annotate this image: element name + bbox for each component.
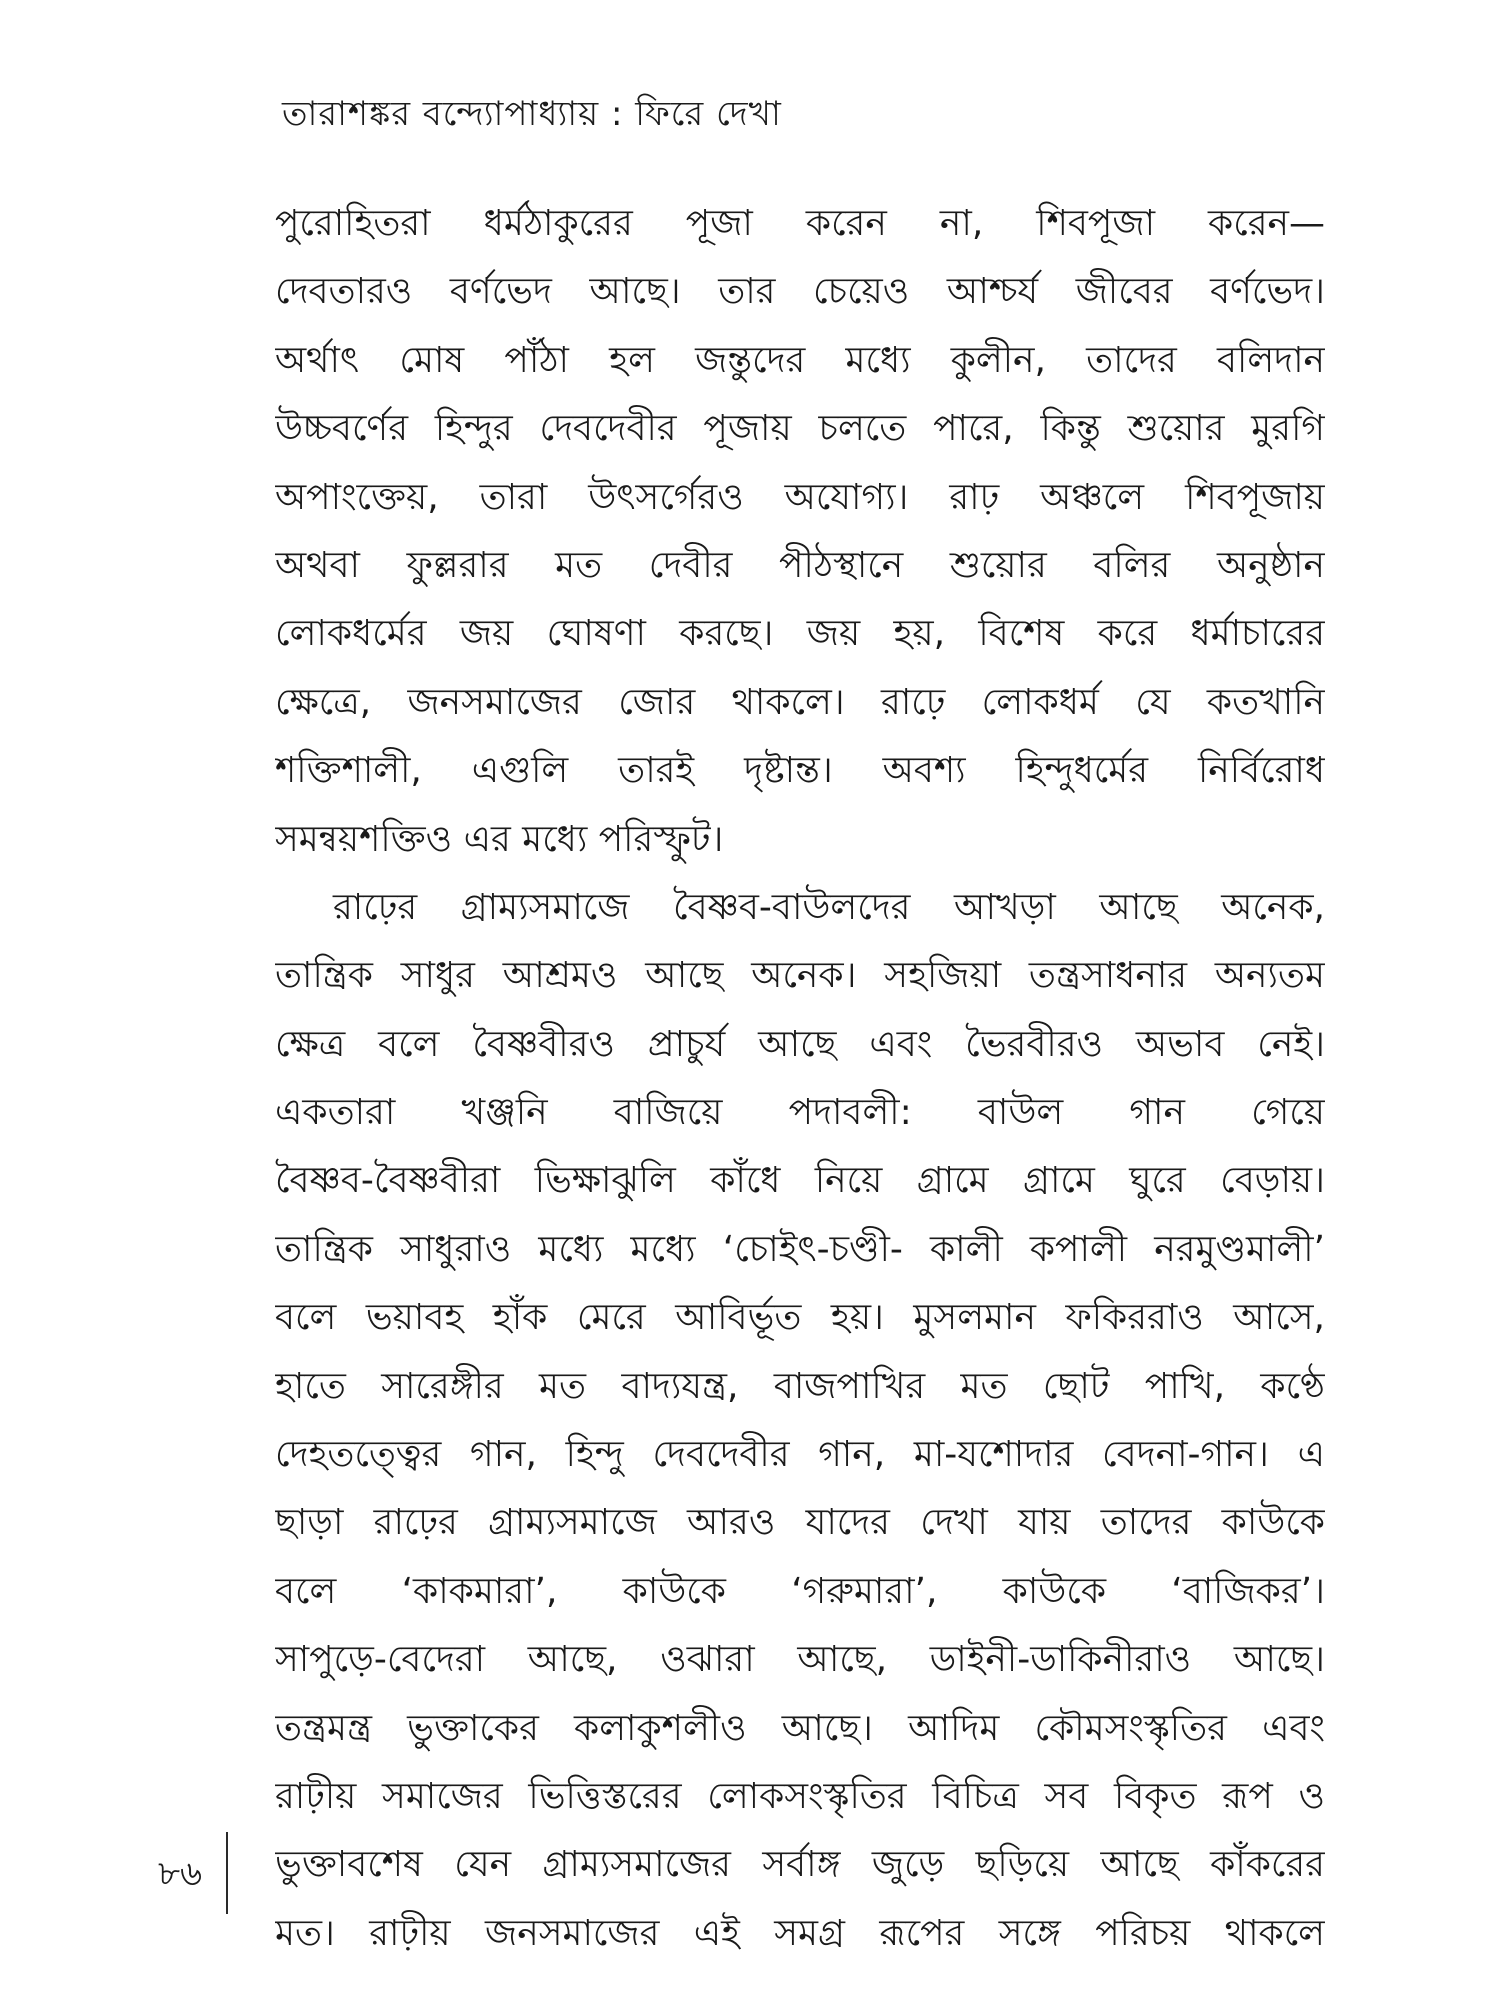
paragraph-end-line: সমন্বয়শক্তিও এর মধ্যে পরিস্ফুট। bbox=[275, 818, 724, 860]
text-line: ছাড়া রাঢ়ের গ্রাম্যসমাজে আরও যাদের দেখা যায় তাদের কাউকে bbox=[275, 1502, 1325, 1544]
text-line: অথবা ফুল্লরার মত দেবীর পীঠস্থানে শুয়োর বলির অনুষ্ঠান bbox=[275, 544, 1325, 586]
page-number-rule bbox=[226, 1832, 228, 1914]
page-number: ৮৬ bbox=[158, 1854, 203, 1894]
text-line: মত। রাঢ়ীয় জনসমাজের এই সমগ্র রূপের সঙ্গে পরিচয় থাকলে bbox=[275, 1912, 1325, 1954]
text-line: উচ্চবর্ণের হিন্দুর দেবদেবীর পূজায় চলতে পারে, কিন্তু শুয়োর মুরগি bbox=[275, 408, 1325, 450]
text-line: সাপুড়ে-বেদেরা আছে, ওঝারা আছে, ডাইনী-ডাকিনীরাও আছে। bbox=[275, 1639, 1325, 1681]
text-line: তান্ত্রিক সাধুর আশ্রমও আছে অনেক। সহজিয়া তন্ত্রসাধনার অন্যতম bbox=[275, 955, 1325, 997]
text-line: বৈষ্ণব-বৈষ্ণবীরা ভিক্ষাঝুলি কাঁধে নিয়ে গ্রামে গ্রামে ঘুরে বেড়ায়। bbox=[275, 1160, 1325, 1202]
text-line: বলে ‘কাকমারা’, কাউকে ‘গরুমারা’, কাউকে ‘বাজিকর’। bbox=[275, 1570, 1325, 1612]
text-line: লোকধর্মের জয় ঘোষণা করছে। জয় হয়, বিশেষ করে ধর্মাচারের bbox=[275, 613, 1325, 655]
text-line: শক্তিশালী, এগুলি তারই দৃষ্টান্ত। অবশ্য হিন্দুধর্মের নির্বিরোধ bbox=[275, 750, 1325, 792]
text-line: ক্ষেত্রে, জনসমাজের জোর থাকলে। রাঢ়ে লোকধর্ম যে কতখানি bbox=[275, 681, 1325, 723]
text-line: পুরোহিতরা ধর্মঠাকুরের পূজা করেন না, শিবপূজা করেন— bbox=[275, 203, 1325, 244]
text-line: হাতে সারেঙ্গীর মত বাদ্যযন্ত্র, বাজপাখির মত ছোট পাখি, কণ্ঠে bbox=[275, 1365, 1325, 1407]
paragraph-start-line: রাঢ়ের গ্রাম্যসমাজে বৈষ্ণব-বাউলদের আখড়া আছে অনেক, bbox=[333, 886, 1325, 928]
text-line: অপাংক্তেয়, তারা উৎসর্গেরও অযোগ্য। রাঢ় অঞ্চলে শিবপূজায় bbox=[275, 476, 1325, 518]
text-line: তান্ত্রিক সাধুরাও মধ্যে মধ্যে ‘চোইৎ-চণ্ডী- কালী কপালী নরমুণ্ডমালী’ bbox=[275, 1228, 1325, 1270]
text-line: ক্ষেত্র বলে বৈষ্ণবীরও প্রাচুর্য আছে এবং ভৈরবীরও অভাব নেই। bbox=[275, 1023, 1325, 1065]
text-line: বলে ভয়াবহ হাঁক মেরে আবির্ভূত হয়। মুসলমান ফকিররাও আসে, bbox=[275, 1297, 1325, 1339]
text-line: ভুক্তাবশেষ যেন গ্রাম্যসমাজের সর্বাঙ্গ জুড়ে ছড়িয়ে আছে কাঁকরের bbox=[275, 1844, 1325, 1886]
text-line: অর্থাৎ মোষ পাঁঠা হল জন্তুদের মধ্যে কুলীন, তাদের বলিদান bbox=[275, 339, 1325, 381]
text-line: রাঢ়ীয় সমাজের ভিত্তিস্তরের লোকসংস্কৃতির বিচিত্র সব বিকৃত রূপ ও bbox=[275, 1775, 1325, 1817]
running-head: তারাশঙ্কর বন্দ্যোপাধ্যায় : ফিরে দেখা bbox=[282, 94, 782, 134]
body-text bbox=[275, 190, 1325, 1968]
text-line: একতারা খঞ্জনি বাজিয়ে পদাবলী: বাউল গান গেয়ে bbox=[275, 1092, 1325, 1134]
text-line: দেহতত্ত্বের গান, হিন্দু দেবদেবীর গান, মা-যশোদার বেদনা-গান। এ bbox=[275, 1434, 1325, 1476]
text-line: দেবতারও বর্ণভেদ আছে। তার চেয়েও আশ্চর্য জীবের বর্ণভেদ। bbox=[275, 271, 1325, 313]
text-line: তন্ত্রমন্ত্র ভুক্তাকের কলাকুশলীও আছে। আদিম কৌমসংস্কৃতির এবং bbox=[275, 1707, 1325, 1749]
